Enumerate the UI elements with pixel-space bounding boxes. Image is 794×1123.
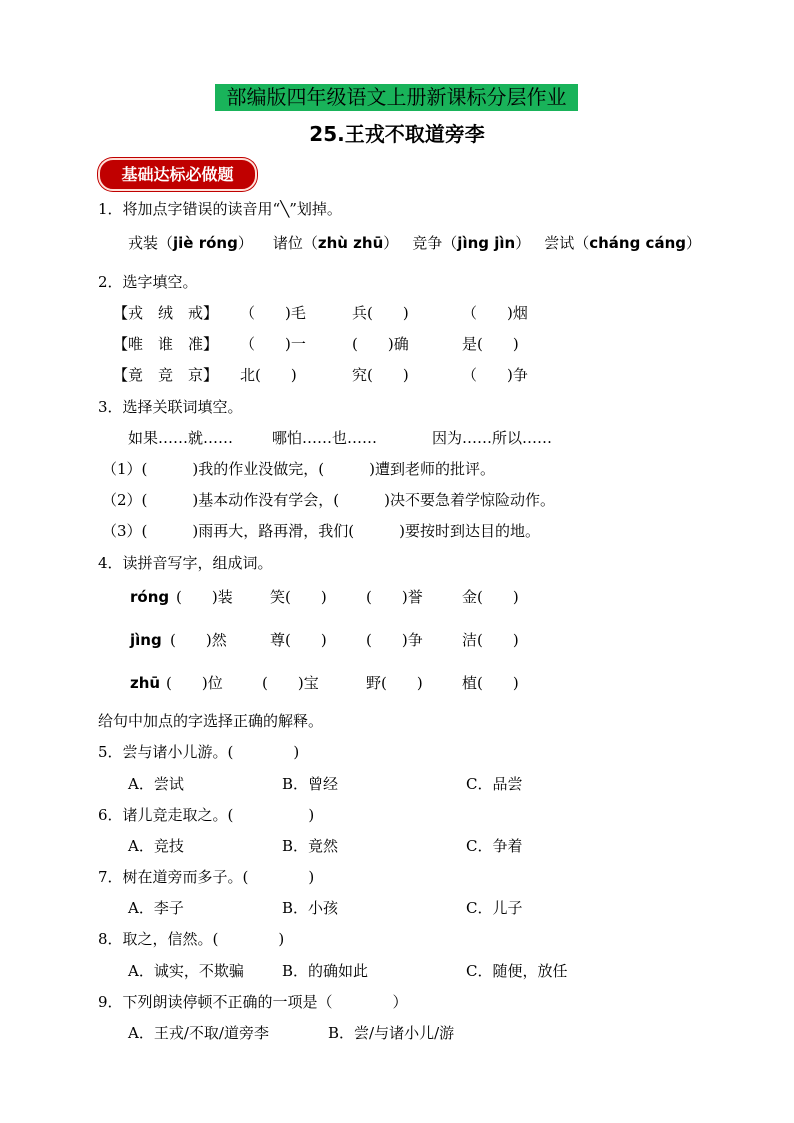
- q1-item-1: 戎装（jiè róng）: [128, 234, 253, 252]
- q2-row-1-b: 兵( ): [352, 304, 409, 322]
- page-title: 25.王戎不取道旁李: [309, 122, 485, 146]
- q1-stem: 1．将加点字错误的读音用“╲”划掉。: [98, 200, 342, 218]
- q4-row-1-c: ( )誉: [366, 588, 423, 606]
- q2-stem: 2．选字填空。: [98, 273, 198, 291]
- q4-row-3-pinyin: zhū: [130, 674, 161, 692]
- q3-option-3: 因为……所以……: [432, 429, 553, 447]
- q5-option-c: C．品尝: [466, 775, 523, 793]
- q5-option-a: A．尝试: [128, 775, 184, 793]
- q3-item-2: （2）( )基本动作没有学会，( )决不要急着学惊险动作。: [102, 491, 555, 509]
- q2-row-3-group: 【竟 竞 京】: [113, 366, 219, 384]
- q8-option-b: B．的确如此: [282, 962, 369, 980]
- q3-option-2: 哪怕……也……: [272, 429, 378, 447]
- q4-row-3-c: 野( ): [366, 674, 423, 692]
- q4-row-2-c: ( )争: [366, 631, 423, 649]
- q4-row-2-pinyin: jìng: [130, 631, 162, 649]
- q3-item-3: （3）( )雨再大，路再滑，我们( )要按时到达目的地。: [102, 522, 540, 540]
- q5-stem: 5．尝与诸小儿游。( ): [98, 743, 300, 761]
- q2-row-3-b: 究( ): [352, 366, 409, 384]
- q9-option-b: B．尝/与诸小儿/游: [328, 1024, 455, 1042]
- q2-row-2-c: 是( ): [462, 335, 519, 353]
- section-intro: 给句中加点的字选择正确的解释。: [98, 712, 324, 730]
- q4-row-1-b: 笑( ): [270, 588, 327, 606]
- q2-row-1-a: （ )毛: [240, 304, 306, 322]
- q4-row-3-b: ( )宝: [262, 674, 319, 692]
- q8-option-c: C．随便，放任: [466, 962, 568, 980]
- q3-item-1: （1）( )我的作业没做完，( )遭到老师的批评。: [102, 460, 495, 478]
- q5-option-b: B．曾经: [282, 775, 339, 793]
- q2-row-1-c: （ )烟: [462, 304, 528, 322]
- q7-option-c: C．儿子: [466, 899, 523, 917]
- q6-option-c: C．争着: [466, 837, 523, 855]
- q3-stem: 3．选择关联词填空。: [98, 398, 243, 416]
- q1-items: [128, 233, 701, 253]
- q6-stem: 6．诸儿竞走取之。( ): [98, 806, 315, 824]
- q2-row-2-a: （ )一: [240, 335, 306, 353]
- q2-row-2-group: 【唯 谁 准】: [113, 335, 219, 353]
- q2-row-1-group: 【戎 绒 戒】: [113, 304, 219, 322]
- q1-item-3: 竞争（jìng jìn）: [412, 234, 531, 252]
- q7-option-b: B．小孩: [282, 899, 339, 917]
- q4-row-1-d: 金( ): [462, 588, 519, 606]
- q4-row-1-a: ( )装: [176, 588, 233, 606]
- q1-item-4: 尝试（cháng cáng）: [544, 234, 701, 252]
- q6-option-a: A．竞技: [128, 837, 184, 855]
- q7-stem: 7．树在道旁而多子。( ): [98, 868, 315, 886]
- q7-option-a: A．李子: [128, 899, 184, 917]
- series-banner: 部编版四年级语文上册新课标分层作业: [215, 84, 578, 111]
- q6-option-b: B．竟然: [282, 837, 339, 855]
- q4-row-2-d: 洁( ): [462, 631, 519, 649]
- q4-row-1-pinyin: róng: [130, 588, 170, 606]
- section-badge: 基础达标必做题: [98, 158, 257, 191]
- q3-option-1: 如果……就……: [128, 429, 234, 447]
- q9-option-a: A．王戎/不取/道旁李: [128, 1024, 269, 1042]
- q4-row-3-a: ( )位: [166, 674, 223, 692]
- q2-row-3-a: 北( ): [240, 366, 297, 384]
- q1-item-2: 诸位（zhù zhū）: [272, 234, 399, 252]
- q8-option-a: A．诚实，不欺骗: [128, 962, 244, 980]
- q8-stem: 8．取之，信然。( ): [98, 930, 285, 948]
- q2-row-3-c: （ )争: [462, 366, 528, 384]
- q4-stem: 4．读拼音写字，组成词。: [98, 554, 273, 572]
- q2-row-2-b: ( )确: [352, 335, 409, 353]
- q4-row-3-d: 植( ): [462, 674, 519, 692]
- q4-row-2-a: ( )然: [170, 631, 227, 649]
- q4-row-2-b: 尊( ): [270, 631, 327, 649]
- q9-stem: 9．下列朗读停顿不正确的一项是（ ）: [98, 993, 408, 1011]
